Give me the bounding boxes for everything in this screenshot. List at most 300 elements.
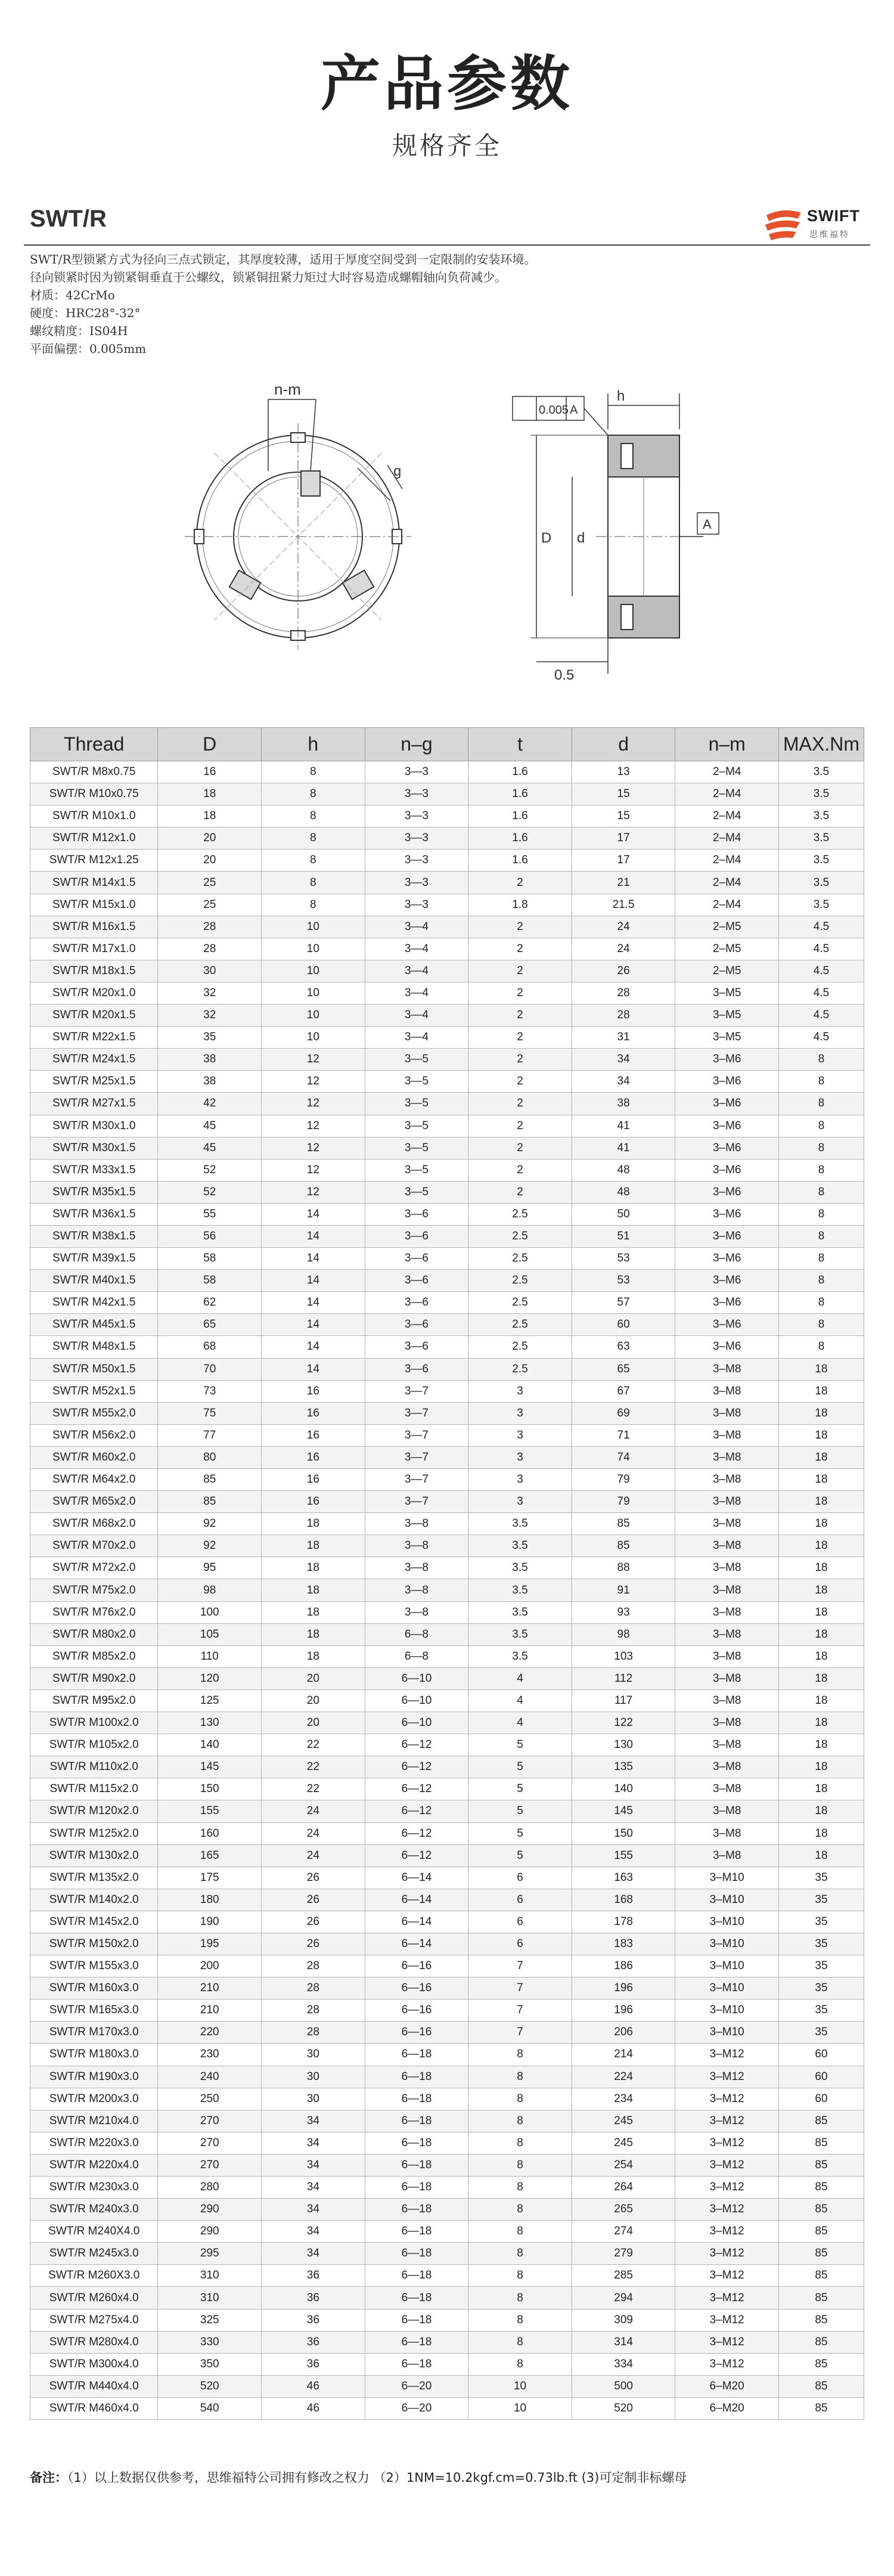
table-row [30, 1535, 864, 1557]
table-cell: SWT/R M39x1.5 [30, 1248, 158, 1270]
table-cell: 6—12 [365, 1734, 468, 1756]
table-cell: 3–M12 [675, 2088, 779, 2110]
table-row [30, 1645, 864, 1667]
table-cell: 3–M8 [675, 1446, 779, 1468]
table-row [30, 2132, 864, 2154]
table-cell: 334 [572, 2353, 675, 2375]
table-cell: 53 [572, 1270, 675, 1292]
table-cell: 3–M8 [675, 1513, 779, 1535]
header-divider [24, 244, 870, 246]
table-cell: 6—18 [365, 2243, 468, 2265]
table-cell: 3.5 [779, 761, 864, 783]
table-cell: 6—12 [365, 1756, 468, 1778]
table-cell: SWT/R M52x1.5 [30, 1380, 158, 1402]
table-cell: SWT/R M14x1.5 [30, 872, 158, 894]
table-cell: 117 [572, 1690, 675, 1712]
table-cell: 92 [158, 1513, 262, 1535]
table-cell: 8 [779, 1137, 864, 1159]
table-cell: 18 [779, 1645, 864, 1667]
table-cell: SWT/R M165x3.0 [30, 2000, 158, 2022]
table-cell: 3—5 [365, 1137, 468, 1159]
table-cell: 18 [779, 1800, 864, 1822]
table-cell: SWT/R M115x2.0 [30, 1778, 158, 1800]
table-cell: 3—5 [365, 1093, 468, 1115]
table-cell: 85 [572, 1535, 675, 1557]
table-cell: 122 [572, 1712, 675, 1734]
table-cell: 35 [779, 1955, 864, 1977]
table-cell: SWT/R M55x2.0 [30, 1402, 158, 1424]
table-cell: 3–M10 [675, 1911, 779, 1933]
table-cell: 3.5 [468, 1513, 572, 1535]
table-cell: 58 [158, 1248, 262, 1270]
table-cell: SWT/R M48x1.5 [30, 1336, 158, 1358]
table-cell: 5 [468, 1845, 572, 1867]
table-cell: SWT/R M200x3.0 [30, 2088, 158, 2110]
table-cell: 28 [262, 1955, 365, 1977]
table-cell: 295 [158, 2243, 262, 2265]
table-cell: 34 [262, 2110, 365, 2132]
table-cell: 60 [779, 2088, 864, 2110]
table-cell: 6—18 [365, 2066, 468, 2088]
table-row [30, 2397, 864, 2419]
table-cell: SWT/R M160x3.0 [30, 1977, 158, 2000]
table-cell: 18 [779, 1579, 864, 1601]
table-cell: 21 [572, 872, 675, 894]
table-cell: 150 [572, 1822, 675, 1845]
table-row [30, 1800, 864, 1822]
table-cell: 6—14 [365, 1933, 468, 1955]
table-cell: 6–M20 [675, 2375, 779, 2397]
table-cell: 234 [572, 2088, 675, 2110]
table-cell: 3—3 [365, 827, 468, 850]
table-cell: 6—18 [365, 2287, 468, 2309]
table-cell: 3—8 [365, 1535, 468, 1557]
table-cell: 41 [572, 1137, 675, 1159]
table-cell: 314 [572, 2331, 675, 2353]
table-cell: 17 [572, 827, 675, 850]
table-cell: 38 [158, 1071, 262, 1093]
table-cell: 22 [262, 1734, 365, 1756]
table-cell: 3–M8 [675, 1358, 779, 1380]
table-cell: SWT/R M240x3.0 [30, 2199, 158, 2221]
table-cell: SWT/R M260X3.0 [30, 2265, 158, 2287]
table-row [30, 1027, 864, 1049]
table-cell: 75 [158, 1402, 262, 1424]
table-cell: 3—5 [365, 1071, 468, 1093]
table-cell: 6—12 [365, 1778, 468, 1800]
table-cell: 30 [262, 2044, 365, 2066]
table-cell: 45 [158, 1137, 262, 1159]
description-line: SWT/R型锁紧方式为径向三点式锁定，其厚度较薄，适用于厚度空间受到一定限制的安装环境。 [30, 252, 536, 266]
table-cell: 8 [779, 1314, 864, 1336]
table-cell: 6—10 [365, 1690, 468, 1712]
table-cell: 18 [779, 1469, 864, 1491]
brand-subname: 思维福特 [809, 230, 850, 240]
table-cell: 8 [468, 2110, 572, 2132]
table-row [30, 1402, 864, 1424]
table-cell: 3—8 [365, 1601, 468, 1623]
table-row [30, 1049, 864, 1071]
table-row [30, 2243, 864, 2265]
table-cell: 1.8 [468, 894, 572, 916]
table-cell: 8 [779, 1071, 864, 1093]
table-cell: 34 [572, 1049, 675, 1071]
table-cell: 7 [468, 1955, 572, 1977]
table-cell: SWT/R M20x1.5 [30, 1005, 158, 1027]
spec-table [30, 727, 864, 2420]
table-cell: 3—6 [365, 1336, 468, 1358]
table-cell: SWT/R M140x2.0 [30, 1889, 158, 1911]
table-cell: 85 [779, 2221, 864, 2243]
table-cell: 3–M8 [675, 1601, 779, 1623]
table-row [30, 1623, 864, 1645]
table-cell: 3–M6 [675, 1093, 779, 1115]
table-row [30, 1667, 864, 1690]
table-cell: 3.5 [779, 894, 864, 916]
table-cell: SWT/R M95x2.0 [30, 1690, 158, 1712]
table-cell: 3–M8 [675, 1845, 779, 1867]
table-row [30, 1845, 864, 1867]
table-cell: 30 [262, 2066, 365, 2088]
table-cell: 140 [158, 1734, 262, 1756]
table-cell: 28 [158, 916, 262, 938]
table-cell: 3 [468, 1469, 572, 1491]
table-cell: 330 [158, 2331, 262, 2353]
table-cell: 240 [158, 2066, 262, 2088]
table-cell: 13 [572, 761, 675, 783]
table-row [30, 1380, 864, 1402]
table-cell: 68 [158, 1336, 262, 1358]
table-row [30, 872, 864, 894]
table-row [30, 2221, 864, 2243]
table-cell: 57 [572, 1292, 675, 1314]
table-cell: 55 [158, 1203, 262, 1225]
table-cell: 22 [262, 1778, 365, 1800]
table-cell: SWT/R M240X4.0 [30, 2221, 158, 2243]
table-cell: 5 [468, 1822, 572, 1845]
table-row [30, 1690, 864, 1712]
table-cell: 310 [158, 2287, 262, 2309]
table-cell: 2.5 [468, 1292, 572, 1314]
table-cell: 6—16 [365, 1955, 468, 1977]
page-title: 产品参数 [321, 49, 573, 119]
brand-logo [763, 200, 864, 247]
table-cell: SWT/R M30x1.5 [30, 1137, 158, 1159]
table-cell: 7 [468, 2022, 572, 2044]
table-cell: 6—12 [365, 1800, 468, 1822]
table-cell: 85 [779, 2265, 864, 2287]
table-cell: 8 [262, 872, 365, 894]
table-row [30, 2309, 864, 2331]
table-cell: 18 [779, 1380, 864, 1402]
table-header-row [30, 728, 864, 761]
table-cell: 3–M12 [675, 2066, 779, 2088]
table-cell: 3—3 [365, 894, 468, 916]
description-line: 螺纹精度：IS04H [30, 324, 128, 338]
table-cell: 270 [158, 2132, 262, 2154]
table-cell: 3–M8 [675, 1712, 779, 1734]
table-cell: 8 [779, 1336, 864, 1358]
table-cell: 69 [572, 1402, 675, 1424]
table-cell: 230 [158, 2044, 262, 2066]
table-cell: 1.6 [468, 805, 572, 827]
table-cell: 8 [468, 2243, 572, 2265]
table-cell: 34 [262, 2154, 365, 2176]
table-cell: 3.5 [468, 1601, 572, 1623]
description-line: 平面偏摆：0.005mm [30, 342, 147, 356]
table-cell: 6—16 [365, 2022, 468, 2044]
label-nm: n-m [274, 382, 301, 398]
table-cell: 3–M8 [675, 1380, 779, 1402]
table-row [30, 1358, 864, 1380]
table-cell: 245 [572, 2132, 675, 2154]
table-cell: 3—3 [365, 783, 468, 805]
table-row [30, 1778, 864, 1800]
table-row [30, 1203, 864, 1225]
table-cell: 14 [262, 1358, 365, 1380]
table-cell: SWT/R M22x1.5 [30, 1027, 158, 1049]
table-cell: 30 [158, 960, 262, 982]
table-cell: 3.5 [468, 1535, 572, 1557]
table-cell: 34 [262, 2132, 365, 2154]
table-row [30, 1314, 864, 1336]
table-cell: SWT/R M35x1.5 [30, 1181, 158, 1203]
table-row [30, 1292, 864, 1314]
table-cell: 3–M6 [675, 1071, 779, 1093]
table-cell: 2–M4 [675, 761, 779, 783]
table-cell: 24 [262, 1800, 365, 1822]
table-row [30, 1181, 864, 1203]
table-cell: SWT/R M110x2.0 [30, 1756, 158, 1778]
table-cell: SWT/R M440x4.0 [30, 2375, 158, 2397]
table-cell: SWT/R M68x2.0 [30, 1513, 158, 1535]
table-cell: SWT/R M65x2.0 [30, 1491, 158, 1513]
table-cell: 175 [158, 1867, 262, 1889]
table-cell: 103 [572, 1645, 675, 1667]
table-cell: 245 [572, 2110, 675, 2132]
table-cell: 8 [779, 1181, 864, 1203]
table-cell: 3—7 [365, 1491, 468, 1513]
table-cell: 85 [779, 2199, 864, 2221]
table-cell: 135 [572, 1756, 675, 1778]
table-cell: 2 [468, 982, 572, 1004]
table-cell: 16 [262, 1402, 365, 1424]
table-cell: SWT/R M125x2.0 [30, 1822, 158, 1845]
table-cell: 18 [779, 1734, 864, 1756]
table-cell: 4.5 [779, 938, 864, 960]
table-cell: 3—5 [365, 1115, 468, 1137]
table-row [30, 960, 864, 982]
table-cell: 3—7 [365, 1402, 468, 1424]
table-cell: 6—8 [365, 1645, 468, 1667]
table-row [30, 2154, 864, 2176]
table-cell: SWT/R M42x1.5 [30, 1292, 158, 1314]
table-cell: 3–M8 [675, 1402, 779, 1424]
table-cell: 1.6 [468, 783, 572, 805]
front-view [185, 399, 411, 650]
table-cell: 4.5 [779, 982, 864, 1004]
table-cell: 254 [572, 2154, 675, 2176]
table-cell: 6—18 [365, 2265, 468, 2287]
table-cell: 3—4 [365, 982, 468, 1004]
table-cell: 3–M6 [675, 1159, 779, 1181]
table-cell: 2.5 [468, 1336, 572, 1358]
table-cell: 30 [262, 2088, 365, 2110]
table-cell: 85 [779, 2375, 864, 2397]
table-cell: SWT/R M36x1.5 [30, 1203, 158, 1225]
table-cell: 65 [158, 1314, 262, 1336]
table-cell: 270 [158, 2154, 262, 2176]
table-cell: 196 [572, 1977, 675, 2000]
table-cell: 14 [262, 1225, 365, 1247]
table-cell: 28 [158, 938, 262, 960]
table-cell: 8 [779, 1203, 864, 1225]
table-row [30, 1889, 864, 1911]
table-row [30, 982, 864, 1004]
table-cell: 10 [262, 1005, 365, 1027]
table-cell: 6—16 [365, 1977, 468, 2000]
table-cell: SWT/R M170x3.0 [30, 2022, 158, 2044]
table-cell: 14 [262, 1314, 365, 1336]
table-cell: 18 [262, 1645, 365, 1667]
table-cell: 8 [262, 827, 365, 850]
table-cell: 85 [779, 2132, 864, 2154]
table-row [30, 1446, 864, 1468]
table-cell: 6—12 [365, 1822, 468, 1845]
table-cell: 3—7 [365, 1446, 468, 1468]
table-cell: 290 [158, 2199, 262, 2221]
table-cell: 7 [468, 1977, 572, 2000]
table-cell: 80 [158, 1446, 262, 1468]
table-row [30, 2022, 864, 2044]
table-cell: 35 [158, 1027, 262, 1049]
table-cell: 3–M8 [675, 1469, 779, 1491]
col-h: h [262, 728, 365, 761]
table-cell: 3–M10 [675, 1933, 779, 1955]
table-cell: 2–M4 [675, 872, 779, 894]
table-row [30, 1557, 864, 1579]
table-cell: 8 [468, 2221, 572, 2243]
table-cell: 2 [468, 1181, 572, 1203]
table-cell: 42 [158, 1093, 262, 1115]
table-cell: 3–M12 [675, 2287, 779, 2309]
table-cell: 85 [779, 2331, 864, 2353]
footnote-label: 备注： [30, 2470, 67, 2485]
table-cell: 18 [262, 1601, 365, 1623]
table-cell: 28 [262, 2022, 365, 2044]
table-cell: 36 [262, 2353, 365, 2375]
table-row [30, 2177, 864, 2199]
table-cell: 28 [572, 982, 675, 1004]
table-cell: 26 [262, 1911, 365, 1933]
table-row [30, 1469, 864, 1491]
table-cell: 12 [262, 1115, 365, 1137]
table-cell: 1.6 [468, 850, 572, 872]
table-cell: 85 [779, 2397, 864, 2419]
table-cell: 15 [572, 783, 675, 805]
table-cell: 3–M6 [675, 1049, 779, 1071]
table-cell: SWT/R M27x1.5 [30, 1093, 158, 1115]
table-cell: 2.5 [468, 1314, 572, 1336]
table-cell: 18 [779, 1690, 864, 1712]
table-cell: 3.5 [779, 850, 864, 872]
table-cell: 18 [262, 1579, 365, 1601]
table-row [30, 2287, 864, 2309]
table-cell: 6—14 [365, 1867, 468, 1889]
table-cell: SWT/R M15x1.0 [30, 894, 158, 916]
table-cell: 8 [468, 2154, 572, 2176]
table-cell: 168 [572, 1889, 675, 1911]
table-cell: SWT/R M56x2.0 [30, 1424, 158, 1446]
table-cell: 178 [572, 1911, 675, 1933]
table-cell: 18 [158, 805, 262, 827]
table-cell: SWT/R M64x2.0 [30, 1469, 158, 1491]
table-cell: 145 [158, 1756, 262, 1778]
table-cell: SWT/R M45x1.5 [30, 1314, 158, 1336]
table-cell: SWT/R M80x2.0 [30, 1623, 158, 1645]
table-cell: 28 [572, 1005, 675, 1027]
table-cell: 26 [262, 1889, 365, 1911]
table-cell: 155 [572, 1845, 675, 1867]
table-cell: 2–M4 [675, 827, 779, 850]
table-cell: 6—18 [365, 2154, 468, 2176]
table-cell: 8 [262, 894, 365, 916]
table-cell: 2.5 [468, 1225, 572, 1247]
table-cell: SWT/R M70x2.0 [30, 1535, 158, 1557]
table-cell: 6 [468, 1867, 572, 1889]
label-D: D [541, 530, 552, 546]
col-max-nm: MAX.Nm [779, 728, 864, 761]
table-cell: 70 [158, 1358, 262, 1380]
table-cell: 3–M12 [675, 2353, 779, 2375]
table-cell: 95 [158, 1557, 262, 1579]
table-cell: 3—6 [365, 1225, 468, 1247]
table-cell: 8 [468, 2353, 572, 2375]
table-cell: 163 [572, 1867, 675, 1889]
table-cell: SWT/R M25x1.5 [30, 1071, 158, 1093]
table-row [30, 1911, 864, 1933]
table-cell: 3—6 [365, 1358, 468, 1380]
table-cell: 112 [572, 1667, 675, 1690]
table-cell: 28 [262, 2000, 365, 2022]
table-cell: 34 [262, 2199, 365, 2221]
table-cell: 6—18 [365, 2132, 468, 2154]
table-cell: 100 [158, 1601, 262, 1623]
table-cell: 79 [572, 1491, 675, 1513]
table-cell: 6–M20 [675, 2397, 779, 2419]
table-cell: 4 [468, 1712, 572, 1734]
table-cell: SWT/R M190x3.0 [30, 2066, 158, 2088]
table-cell: 3—6 [365, 1270, 468, 1292]
table-cell: 264 [572, 2177, 675, 2199]
table-cell: 6—18 [365, 2221, 468, 2243]
table-cell: 3–M8 [675, 1734, 779, 1756]
table-cell: 35 [779, 1933, 864, 1955]
table-row [30, 1248, 864, 1270]
table-cell: 3.5 [779, 827, 864, 850]
table-cell: 7 [468, 2000, 572, 2022]
table-row [30, 1115, 864, 1137]
table-cell: 14 [262, 1336, 365, 1358]
table-row [30, 1977, 864, 2000]
table-cell: 309 [572, 2309, 675, 2331]
table-cell: 18 [779, 1424, 864, 1446]
table-cell: 85 [779, 2110, 864, 2132]
table-cell: 3–M8 [675, 1645, 779, 1667]
table-cell: 500 [572, 2375, 675, 2397]
table-cell: 3–M5 [675, 1027, 779, 1049]
description-line: 硬度：HRC28°-32° [30, 306, 141, 320]
